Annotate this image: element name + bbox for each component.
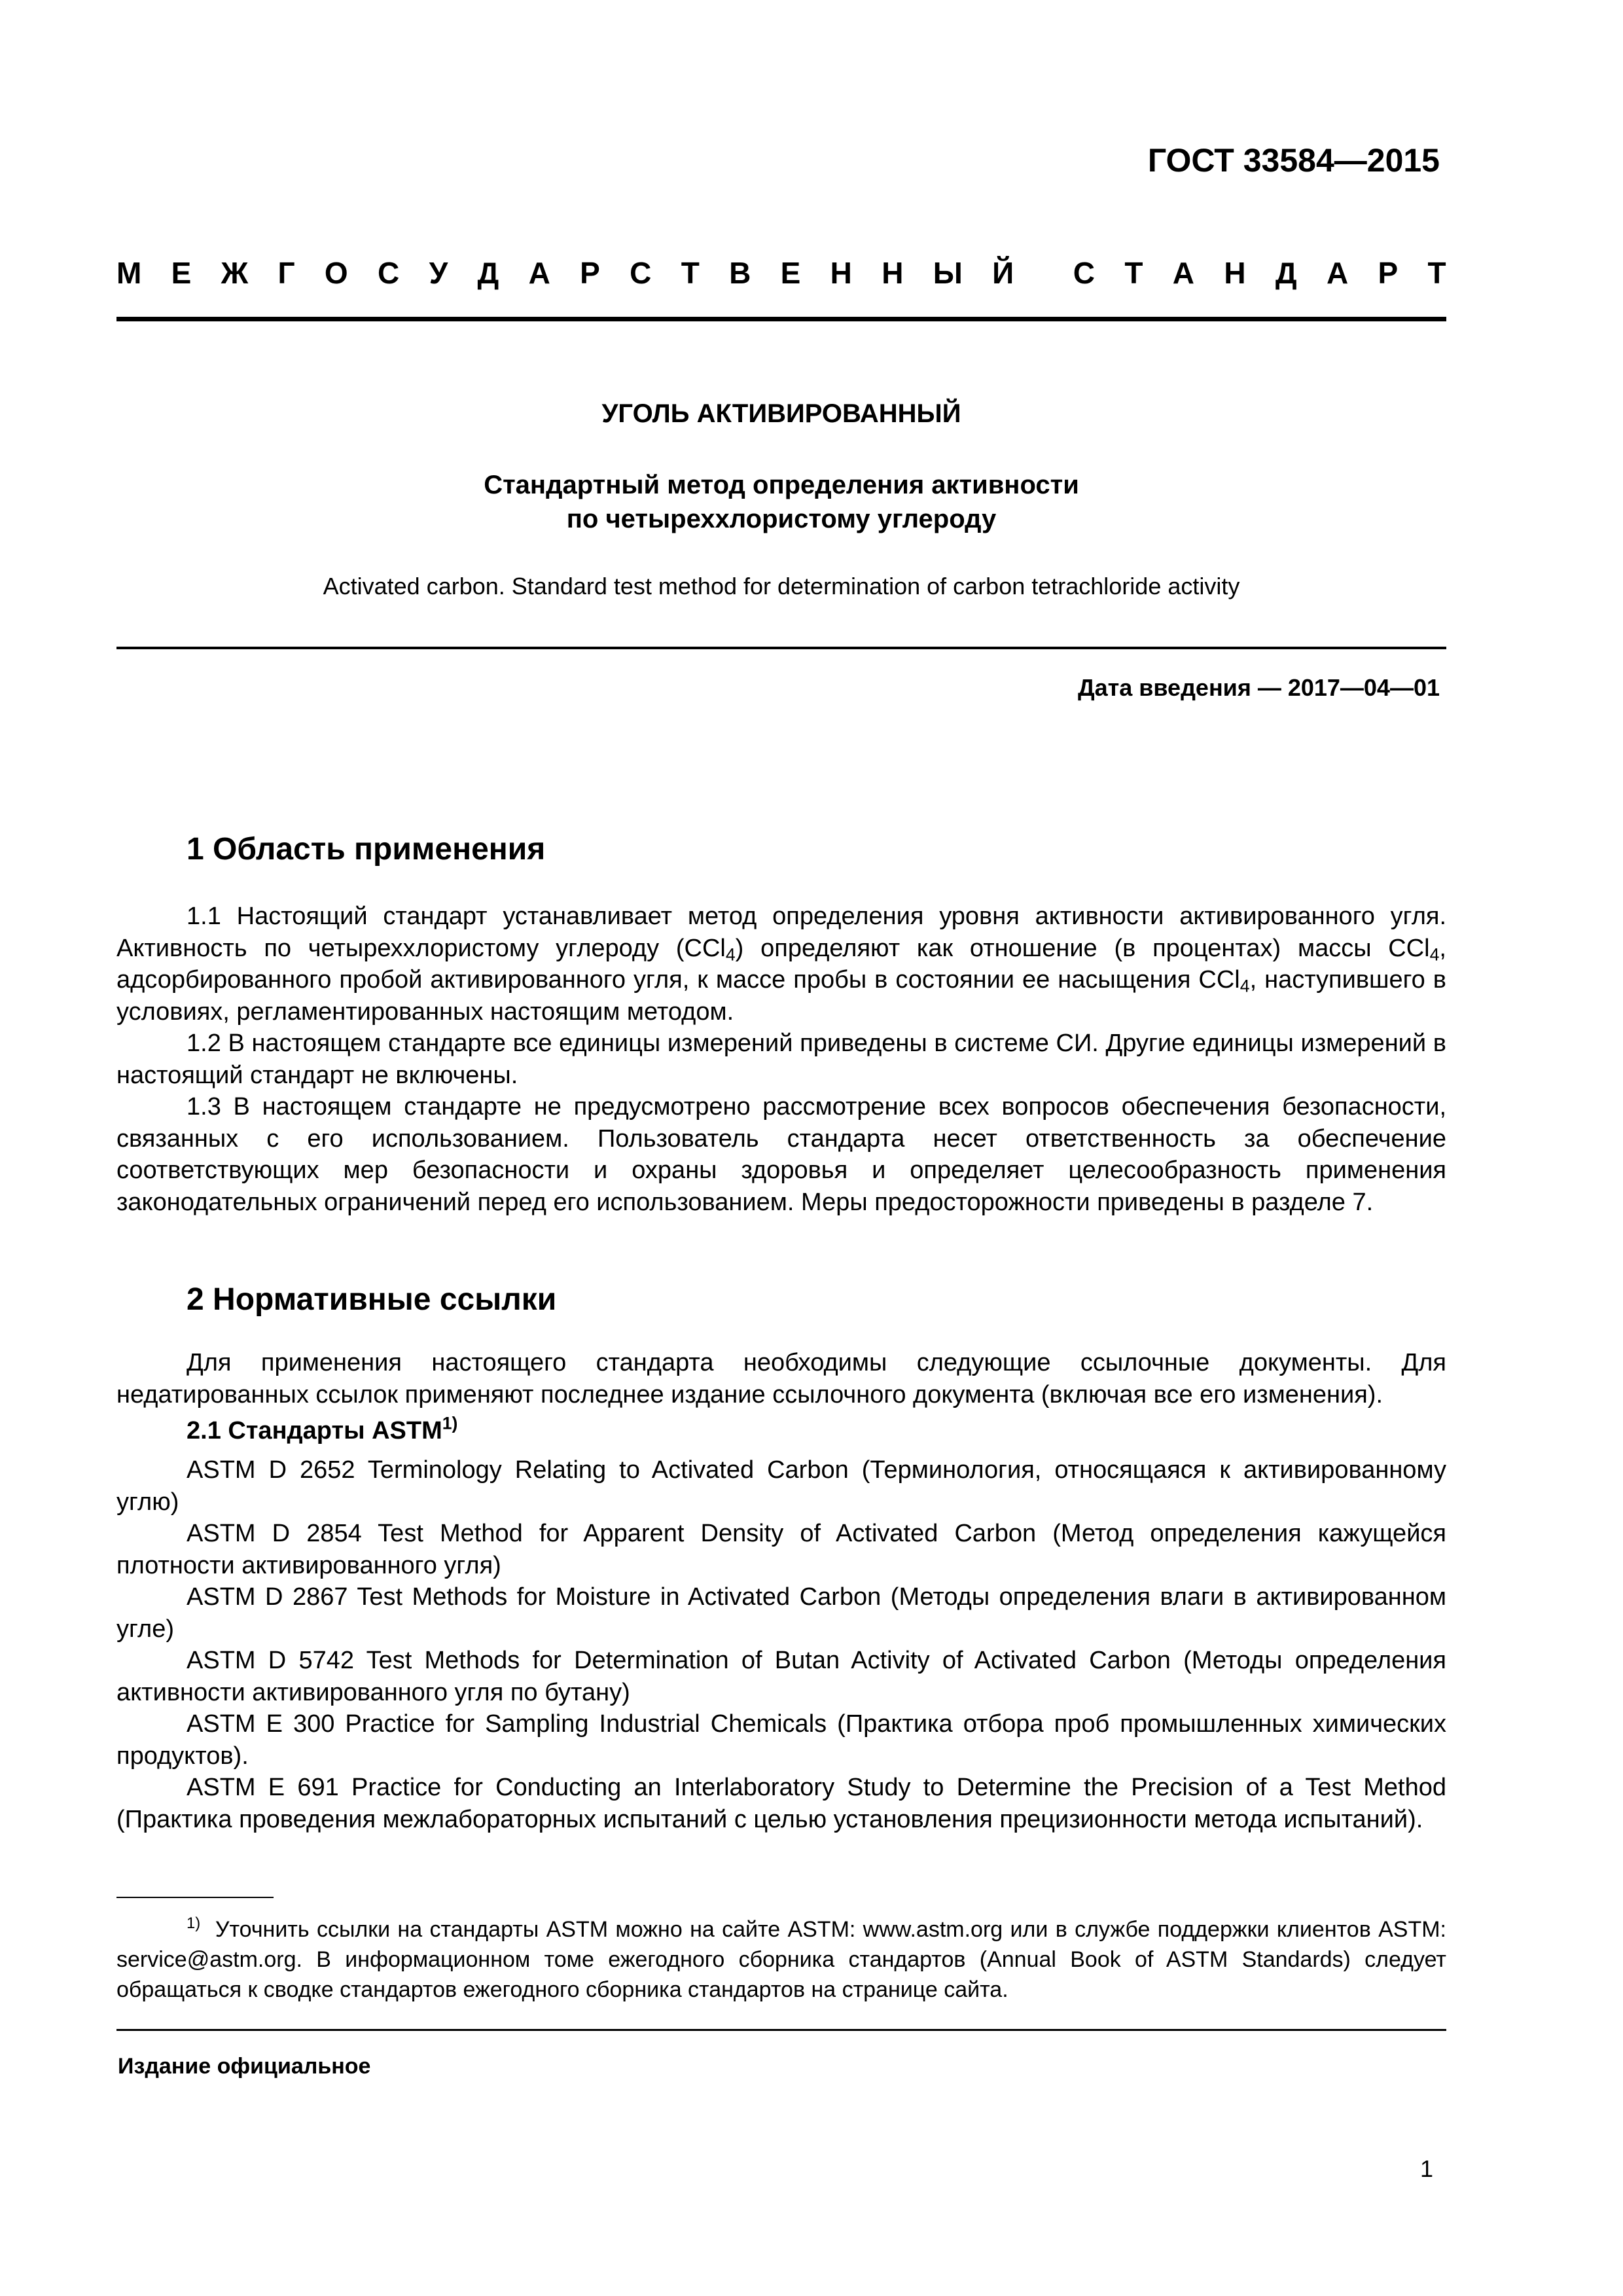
interstate-standard-banner: [116, 255, 1446, 291]
paragraph-1-3: 1.3 В настоящем стандарте не предусмотрено рассмотрение всех вопросов обеспечения безопасности, связанных с его использованием. Пользователь стандарта несет ответственность за обеспечение соответствующих мер безопасности и охраны здоровья и определяет целесообразность применения законодательных ограничений перед его использованием. Меры предосторожности приведены в разделе 7.: [116, 1093, 1446, 1216]
reference-item: ASTM D 2652 Terminology Relating to Activated Carbon (Терминология, относящаяся к активированному углю): [116, 1456, 1446, 1516]
banner-letter: Т: [1427, 256, 1446, 290]
astm-references: [116, 1454, 1446, 1835]
banner-letter: М: [116, 256, 142, 290]
document-subtitle: [116, 468, 1446, 536]
banner-letter: Е: [171, 256, 192, 290]
footnote-marker: 1): [442, 1413, 458, 1433]
paragraph-1-2: 1.2 В настоящем стандарте все единицы измерений приведены в системе СИ. Другие единицы измерений в настоящий стандарт не включены.: [116, 1030, 1446, 1089]
section-1-body: [116, 901, 1446, 1218]
section-2-heading: 2 Нормативные ссылки: [187, 1282, 557, 1317]
page-number: 1: [1419, 2155, 1433, 2182]
banner-letter: В: [729, 256, 751, 290]
banner-letter: О: [324, 256, 348, 290]
subsection-2-1-heading: 2.1 Стандарты ASTM$^{1)}$: [187, 1413, 458, 1444]
banner-letter: Д: [477, 256, 499, 290]
introduction-date: Дата введения — 2017—04—01: [1077, 674, 1440, 701]
section-2-intro: [116, 1347, 1446, 1410]
reference-item: ASTM D 2854 Test Method for Apparent Density of Activated Carbon (Метод определения кажущейся плотности активированного угля): [116, 1520, 1446, 1579]
banner-letter: А: [528, 256, 550, 290]
document-title: УГОЛЬ АКТИВИРОВАННЫЙ: [601, 399, 961, 428]
reference-item: ASTM D 2867 Test Methods for Moisture in Activated Carbon (Методы определения влаги в активированном угле): [116, 1583, 1446, 1643]
banner-letter: А: [1326, 256, 1349, 290]
document-code: ГОСТ 33584—2015: [1147, 142, 1440, 179]
banner-letter: Р: [580, 256, 600, 290]
footnote-text: $^{1)}$ Уточнить ссылки на стандарты ASTM можно на сайте ASTM: www.astm.org или в службе поддержки клиентов ASTM: service@astm.org. В информационном томе ежегодного сборника стандартов (Annual Book of ASTM Standards) следует обращаться к сводке стандартов ежегодного сборника стандартов на странице сайта.: [116, 1914, 1446, 2002]
banner-letter: Ы: [933, 256, 963, 290]
english-title: Activated carbon. Standard test method for determination of carbon tetrachloride activity: [323, 573, 1240, 600]
banner-letter: Г: [277, 256, 295, 290]
banner-letter: Т: [681, 256, 700, 290]
official-edition-label: Издание официальное: [118, 2054, 371, 2079]
banner-letter: Н: [1224, 256, 1246, 290]
banner-letter: С: [1073, 256, 1096, 290]
section-1-heading: 1 Область применения: [187, 832, 546, 867]
paragraph-2-intro: Для применения настоящего стандарта необходимы следующие ссылочные документы. Для недатированных ссылок применяют последнее издание ссылочного документа (включая все его изменения).: [116, 1349, 1446, 1408]
reference-item: ASTM D 5742 Test Methods for Determination of Butan Activity of Activated Carbon (Методы определения активности активированного угля по бутану): [116, 1647, 1446, 1706]
banner-letter: Д: [1275, 256, 1297, 290]
footnote: [116, 1914, 1446, 2005]
banner-letter: С: [630, 256, 652, 290]
paragraph-1-1: 1.1 Настоящий стандарт устанавливает метод определения уровня активности активированного угля. Активность по четыреххлористому углероду (CCl$_4$) определяют как отношение (в процентах) массы CCl$_4$, адсорбированного пробой активированного угля, к массе пробы в состоянии ее насыщения CCl$_4$, наступившего в условиях, регламентированных настоящим методом.: [116, 903, 1446, 1026]
footnote-separator: [116, 1897, 274, 1898]
banner-letter: Н: [830, 256, 852, 290]
subtitle-line: по четыреххлористому углероду: [566, 505, 997, 533]
banner-letter: Н: [882, 256, 904, 290]
banner-letter: Ж: [221, 256, 249, 290]
banner-letter: У: [429, 256, 448, 290]
footnote-marker: 1): [187, 1914, 201, 1932]
banner-letter: Й: [992, 256, 1014, 290]
banner-letter: Т: [1124, 256, 1143, 290]
banner-letter: Е: [780, 256, 801, 290]
banner-letter: Р: [1378, 256, 1399, 290]
footer-divider: [116, 2029, 1446, 2031]
subtitle-line: Стандартный метод определения активности: [484, 471, 1079, 499]
reference-item: ASTM E 691 Practice for Conducting an Interlaboratory Study to Determine the Precision of a Test Method (Практика проведения межлабораторных испытаний с целью установления прецизионности метода испытаний).: [116, 1774, 1446, 1833]
header-divider: [116, 317, 1446, 321]
banner-letter: А: [1172, 256, 1194, 290]
reference-item: ASTM E 300 Practice for Sampling Industrial Chemicals (Практика отбора проб промышленных химических продуктов).: [116, 1710, 1446, 1770]
title-divider: [116, 647, 1446, 649]
banner-letter: С: [378, 256, 400, 290]
